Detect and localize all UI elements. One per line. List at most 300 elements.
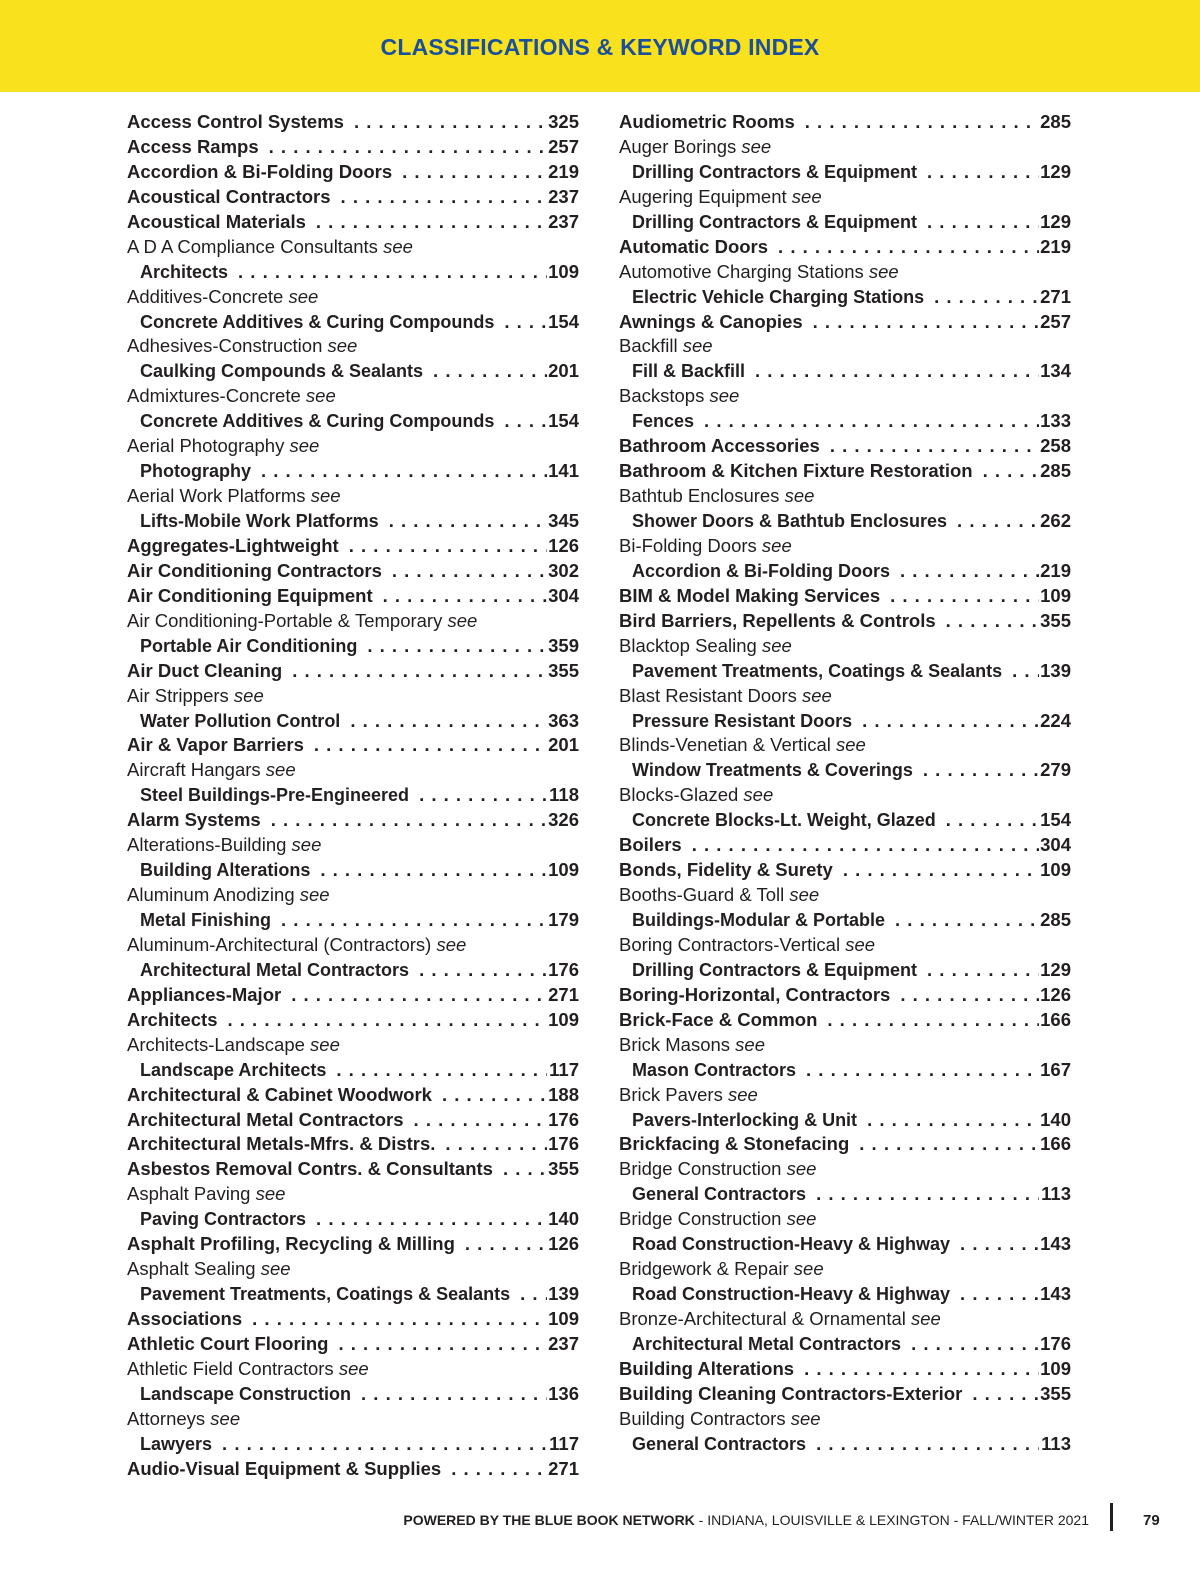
page-ref: 359 (548, 634, 579, 656)
index-entry (127, 110, 579, 135)
dot-leader (852, 709, 1039, 734)
index-term: Building Alterations (140, 860, 311, 881)
see-label: see (761, 534, 792, 556)
index-sub-entry (127, 310, 579, 335)
index-sub-entry (127, 1058, 579, 1083)
index-cross-reference (619, 1207, 1071, 1232)
dot-leader (890, 983, 1039, 1008)
index-entry (127, 1307, 579, 1332)
page-ref: 140 (1040, 1108, 1071, 1130)
page-ref: 143 (1040, 1233, 1071, 1255)
index-term: Appliances-Major (127, 983, 282, 1005)
index-column-left (127, 110, 579, 1482)
page-ref: 140 (548, 1208, 579, 1230)
index-entry (619, 983, 1071, 1008)
index-sub-entry (619, 1232, 1071, 1257)
dot-leader (441, 1457, 547, 1482)
index-sub-entry (619, 359, 1071, 384)
index-term: Backstops (619, 385, 705, 407)
page-ref: 258 (1040, 435, 1071, 457)
index-sub-entry (619, 808, 1071, 833)
page-ref: 109 (1040, 859, 1071, 881)
index-term: Bridge Construction (619, 1208, 782, 1230)
see-label: see (383, 235, 413, 257)
page-ref: 113 (1041, 1432, 1071, 1454)
index-sub-entry (127, 858, 579, 883)
index-cross-reference (127, 833, 579, 858)
index-entry (619, 1357, 1071, 1382)
index-entry (127, 584, 579, 609)
index-term: Accordion & Bi-Folding Doors (127, 160, 393, 182)
index-sub-entry (127, 709, 579, 734)
index-entry (127, 185, 579, 210)
page-ref: 176 (1040, 1332, 1071, 1354)
index-entry (127, 1083, 579, 1108)
index-term: Pavement Treatments, Coatings & Sealants (140, 1284, 511, 1305)
dot-leader (803, 310, 1039, 335)
index-cross-reference (127, 758, 579, 783)
index-term: Fill & Backfill (632, 361, 746, 382)
index-cross-reference (619, 334, 1071, 359)
see-label: see (868, 260, 899, 282)
see-label: see (786, 1158, 817, 1180)
see-label: see (260, 1258, 291, 1280)
see-label: see (289, 435, 320, 457)
page-ref: 166 (1040, 1133, 1071, 1155)
page-ref: 219 (548, 160, 579, 182)
page-ref: 237 (548, 1332, 579, 1354)
see-label: see (233, 684, 264, 706)
index-term: Awnings & Canopies (619, 310, 803, 332)
see-label: see (310, 485, 341, 507)
dot-leader (409, 958, 547, 983)
index-cross-reference (127, 1257, 579, 1282)
dot-leader (340, 709, 547, 734)
index-term: Augering Equipment (619, 185, 787, 207)
dot-leader (281, 983, 547, 1008)
index-term: Acoustical Materials (127, 210, 306, 232)
page-title: CLASSIFICATIONS & KEYWORD INDEX (380, 34, 820, 60)
index-entry (127, 534, 579, 559)
page-ref: 271 (548, 1457, 579, 1479)
index-term: Landscape Architects (140, 1059, 327, 1080)
page-ref: 285 (1040, 460, 1071, 482)
index-sub-entry (127, 459, 579, 484)
page-ref: 129 (1040, 160, 1071, 182)
dot-leader (306, 1207, 547, 1232)
dot-leader (404, 1108, 547, 1133)
index-entry (127, 160, 579, 185)
dot-leader (936, 609, 1039, 634)
index-term: Air Conditioning-Portable & Temporary (127, 609, 443, 631)
index-entry (619, 833, 1071, 858)
index-sub-entry (127, 359, 579, 384)
index-cross-reference (127, 285, 579, 310)
page-ref: 176 (548, 1133, 579, 1155)
index-cross-reference (619, 634, 1071, 659)
dot-leader (339, 534, 547, 559)
index-term: Concrete Blocks-Lt. Weight, Glazed (632, 810, 936, 831)
page-ref: 117 (549, 1432, 579, 1454)
page-ref: 271 (548, 983, 579, 1005)
dot-leader (817, 1008, 1039, 1033)
page-ref: 176 (548, 958, 579, 980)
dot-leader (796, 1058, 1039, 1083)
index-sub-entry (127, 634, 579, 659)
dot-leader (924, 285, 1039, 310)
index-sub-entry (127, 409, 579, 434)
index-term: Building Contractors (619, 1407, 786, 1429)
see-label: see (291, 834, 322, 856)
page-ref: 355 (1040, 1382, 1071, 1404)
index-term: Pavers-Interlocking & Unit (632, 1109, 858, 1130)
index-term: Aerial Work Platforms (127, 485, 306, 507)
dot-leader (392, 160, 547, 185)
dot-leader (242, 1307, 547, 1332)
index-term: Portable Air Conditioning (140, 635, 358, 656)
index-entry (127, 1232, 579, 1257)
see-label: see (845, 933, 876, 955)
see-label: see (727, 1083, 758, 1105)
index-entry (619, 609, 1071, 634)
index-entry (127, 559, 579, 584)
footer-divider (1110, 1503, 1113, 1531)
dot-leader (913, 758, 1039, 783)
index-term: Buildings-Modular & Portable (632, 910, 886, 930)
index-term: Aerial Photography (127, 435, 285, 457)
index-sub-entry (619, 509, 1071, 534)
index-term: Accordion & Bi-Folding Doors (632, 560, 890, 581)
index-sub-entry (619, 559, 1071, 584)
dot-leader (510, 1282, 547, 1307)
index-term: Architectural & Cabinet Woodwork (127, 1083, 432, 1105)
footer-network: POWERED BY THE BLUE BOOK NETWORK (403, 1512, 695, 1528)
index-term: Alterations-Building (127, 834, 287, 856)
dot-leader (820, 434, 1039, 459)
dot-leader (849, 1132, 1039, 1157)
index-term: Building Cleaning Contractors-Exterior (619, 1382, 963, 1404)
see-label: see (911, 1308, 941, 1329)
page-ref: 139 (1040, 659, 1071, 681)
see-label: see (436, 933, 467, 955)
dot-leader (806, 1182, 1039, 1207)
index-cross-reference (619, 1407, 1071, 1432)
index-cross-reference (127, 1407, 579, 1432)
index-term: Concrete Additives & Curing Compounds (140, 411, 495, 432)
page-ref: 154 (548, 410, 579, 432)
dot-leader (331, 185, 547, 210)
index-term: Brick-Face & Common (619, 1008, 818, 1030)
index-cross-reference (619, 1033, 1071, 1058)
page-ref: 302 (548, 559, 579, 581)
dot-leader (373, 584, 547, 609)
index-cross-reference (127, 434, 579, 459)
page-ref: 271 (1040, 285, 1071, 307)
index-term: Blast Resistant Doors (619, 684, 797, 706)
index-cross-reference (619, 1083, 1071, 1108)
see-label: see (741, 135, 772, 157)
index-term: Paving Contractors (140, 1209, 307, 1230)
see-label: see (789, 884, 820, 906)
footer (403, 1512, 1089, 1528)
see-label: see (327, 335, 358, 357)
index-term: Water Pollution Control (140, 710, 341, 731)
dot-leader (310, 858, 547, 883)
index-entry (127, 1157, 579, 1182)
see-label: see (836, 734, 866, 756)
index-term: Steel Buildings-Pre-Engineered (140, 785, 410, 806)
index-term: Photography (140, 461, 251, 482)
index-term: Access Ramps (127, 135, 259, 157)
index-term: Blocks-Glazed (619, 784, 739, 806)
page-ref: 143 (1040, 1283, 1071, 1305)
page-ref: 201 (548, 360, 579, 382)
index-term: General Contractors (632, 1184, 807, 1205)
page-ref: 279 (1040, 759, 1071, 781)
dot-leader (857, 1108, 1039, 1133)
page-ref: 154 (548, 310, 579, 332)
dot-leader (833, 858, 1039, 883)
index-term: Architects (140, 261, 229, 282)
dot-leader (794, 1357, 1039, 1382)
index-sub-entry (127, 260, 579, 285)
page-ref: 224 (1040, 709, 1071, 731)
page-ref: 237 (548, 210, 579, 232)
see-label: see (791, 185, 822, 207)
index-entry (127, 1008, 579, 1033)
index-term: Associations (127, 1308, 243, 1329)
see-label: see (305, 385, 336, 407)
index-cross-reference (619, 733, 1071, 758)
index-term: Architectural Metal Contractors (140, 959, 410, 980)
dot-leader (901, 1332, 1039, 1357)
dot-leader (306, 210, 547, 235)
page-ref: 117 (549, 1058, 579, 1080)
index-entry (127, 808, 579, 833)
index-term: Air Conditioning Equipment (127, 584, 373, 606)
index-term: Bird Barriers, Repellents & Controls (619, 609, 936, 631)
index-term: Athletic Court Flooring (127, 1332, 329, 1354)
page-ref: 188 (548, 1083, 579, 1105)
index-sub-entry (619, 1432, 1071, 1457)
index-sub-entry (127, 958, 579, 983)
page-ref: 176 (548, 1108, 579, 1130)
index-term: Acoustical Contractors (127, 185, 331, 207)
index-term: Architects-Landscape (127, 1033, 305, 1055)
page-ref: 262 (1040, 510, 1071, 531)
index-sub-entry (619, 958, 1071, 983)
index-term: Caulking Compounds & Sealants (140, 361, 424, 382)
index-term: Fences (632, 411, 695, 432)
dot-leader (344, 110, 547, 135)
index-cross-reference (127, 1357, 579, 1382)
index-cross-reference (127, 1182, 579, 1207)
page-ref: 304 (548, 584, 579, 606)
index-term: A D A Compliance Consultants (127, 235, 378, 257)
see-label: see (338, 1357, 369, 1379)
page-ref: 133 (1040, 410, 1071, 432)
page-ref: 219 (1040, 235, 1071, 257)
page-ref: 109 (548, 1008, 579, 1030)
index-term: Pavement Treatments, Coatings & Sealants (632, 660, 1003, 681)
index-cross-reference (619, 783, 1071, 808)
index-term: Architectural Metal Contractors (632, 1333, 902, 1354)
index-cross-reference (619, 384, 1071, 409)
dot-leader (795, 110, 1039, 135)
index-sub-entry (619, 1058, 1071, 1083)
dot-leader (228, 260, 547, 285)
page-ref: 355 (1040, 609, 1071, 631)
dot-leader (917, 958, 1039, 983)
index-term: Bridge Construction (619, 1158, 782, 1180)
index-term: Shower Doors & Bathtub Enclosures (632, 511, 948, 531)
dot-leader (251, 459, 547, 484)
index-entry (127, 1457, 579, 1482)
see-label: see (784, 485, 815, 507)
page-ref: 345 (548, 510, 579, 531)
dot-leader (217, 1008, 547, 1033)
dot-leader (917, 160, 1039, 185)
index-cross-reference (619, 883, 1071, 908)
dot-leader (271, 908, 547, 933)
page-ref: 118 (549, 784, 579, 806)
index-sub-entry (619, 659, 1071, 684)
page-ref: 141 (548, 460, 579, 482)
index-entry (619, 310, 1071, 335)
index-term: Additives-Concrete (127, 285, 284, 307)
see-label: see (682, 335, 713, 357)
dot-leader (379, 509, 547, 534)
page-ref: 136 (548, 1382, 579, 1404)
index-sub-entry (127, 1382, 579, 1407)
index-term: Aircraft Hangars (127, 759, 261, 781)
see-label: see (255, 1183, 286, 1205)
index-term: Air & Vapor Barriers (127, 734, 304, 756)
dot-leader (880, 584, 1039, 609)
see-label: see (447, 609, 478, 631)
index-term: Road Construction-Heavy & Highway (632, 1284, 951, 1305)
index-entry (619, 1008, 1071, 1033)
index-sub-entry (619, 1332, 1071, 1357)
index-term: Bathroom Accessories (619, 435, 820, 457)
index-cross-reference (127, 235, 579, 260)
index-term: Backfill (619, 335, 678, 357)
index-term: Building Alterations (619, 1357, 795, 1379)
index-entry (127, 983, 579, 1008)
dot-leader (455, 1232, 547, 1257)
footer-edition: - INDIANA, LOUISVILLE & LEXINGTON - FALL/WINTER 2021 (694, 1512, 1089, 1528)
see-label: see (310, 1033, 340, 1055)
page-ref: 126 (1040, 983, 1071, 1005)
index-sub-entry (619, 285, 1071, 310)
index-term: Architects (127, 1008, 218, 1030)
dot-leader (768, 235, 1039, 260)
dot-leader (423, 359, 547, 384)
index-entry (127, 1132, 579, 1157)
see-label: see (735, 1033, 765, 1055)
see-label: see (299, 884, 330, 906)
index-term: Auger Borings (619, 135, 737, 157)
dot-leader (806, 1432, 1039, 1457)
index-cross-reference (127, 609, 579, 634)
page-ref: 325 (548, 111, 579, 132)
index-sub-entry (619, 210, 1071, 235)
dot-leader (435, 1132, 547, 1157)
index-cross-reference (127, 334, 579, 359)
index-term: Bathtub Enclosures (619, 485, 780, 507)
index-term: Metal Finishing (140, 910, 272, 930)
dot-leader (351, 1382, 547, 1407)
index-term: Audiometric Rooms (619, 111, 795, 132)
see-label: see (786, 1208, 817, 1230)
index-term: Boring-Horizontal, Contractors (619, 983, 891, 1005)
index-term: Alarm Systems (127, 809, 261, 831)
dot-leader (962, 1382, 1039, 1407)
page-ref: 326 (548, 809, 579, 831)
see-label: see (793, 1258, 824, 1280)
index-term: Attorneys (127, 1407, 206, 1429)
index-sub-entry (127, 1282, 579, 1307)
index-term: Air Strippers (127, 684, 229, 706)
dot-leader (328, 1332, 547, 1357)
see-label: see (709, 385, 740, 407)
index-term: Boilers (619, 834, 682, 856)
index-term: Window Treatments & Coverings (632, 760, 913, 781)
index-term: Asphalt Paving (127, 1183, 251, 1205)
index-term: Lawyers (140, 1433, 213, 1454)
page-ref: 285 (1040, 111, 1071, 132)
page-ref: 355 (548, 659, 579, 681)
index-sub-entry (619, 709, 1071, 734)
index-term: General Contractors (632, 1433, 807, 1454)
index-sub-entry (619, 160, 1071, 185)
page-ref: 109 (1040, 1357, 1071, 1379)
index-term: Concrete Additives & Curing Compounds (140, 311, 495, 332)
index-sub-entry (127, 509, 579, 534)
index-term: Asbestos Removal Contrs. & Consultants (127, 1158, 493, 1180)
index-sub-entry (127, 908, 579, 933)
index-entry (619, 434, 1071, 459)
dot-leader (950, 1232, 1039, 1257)
index-entry (619, 584, 1071, 609)
page-ref: 237 (548, 185, 579, 207)
dot-leader (1002, 659, 1039, 684)
page-ref: 154 (1040, 809, 1071, 831)
page-ref: 126 (548, 1233, 579, 1255)
dot-leader (890, 559, 1039, 584)
dot-leader (261, 808, 547, 833)
dot-leader (212, 1432, 547, 1457)
index-term: Bi-Folding Doors (619, 534, 757, 556)
index-term: Mason Contractors (632, 1059, 797, 1080)
page-ref: 109 (548, 859, 579, 881)
index-entry (127, 135, 579, 160)
page-number: 79 (1143, 1512, 1160, 1529)
index-cross-reference (619, 684, 1071, 709)
index-cross-reference (127, 933, 579, 958)
index-sub-entry (127, 783, 579, 808)
index-entry (619, 858, 1071, 883)
index-cross-reference (619, 534, 1071, 559)
dot-leader (885, 908, 1039, 933)
index-term: Blacktop Sealing (619, 634, 757, 656)
index-term: Architectural Metals-Mfrs. & Distrs. (127, 1133, 436, 1155)
page-ref: 167 (1040, 1058, 1071, 1080)
index-term: Drilling Contractors & Equipment (632, 959, 918, 980)
index-sub-entry (619, 1282, 1071, 1307)
dot-leader (936, 808, 1039, 833)
dot-leader (917, 210, 1039, 235)
